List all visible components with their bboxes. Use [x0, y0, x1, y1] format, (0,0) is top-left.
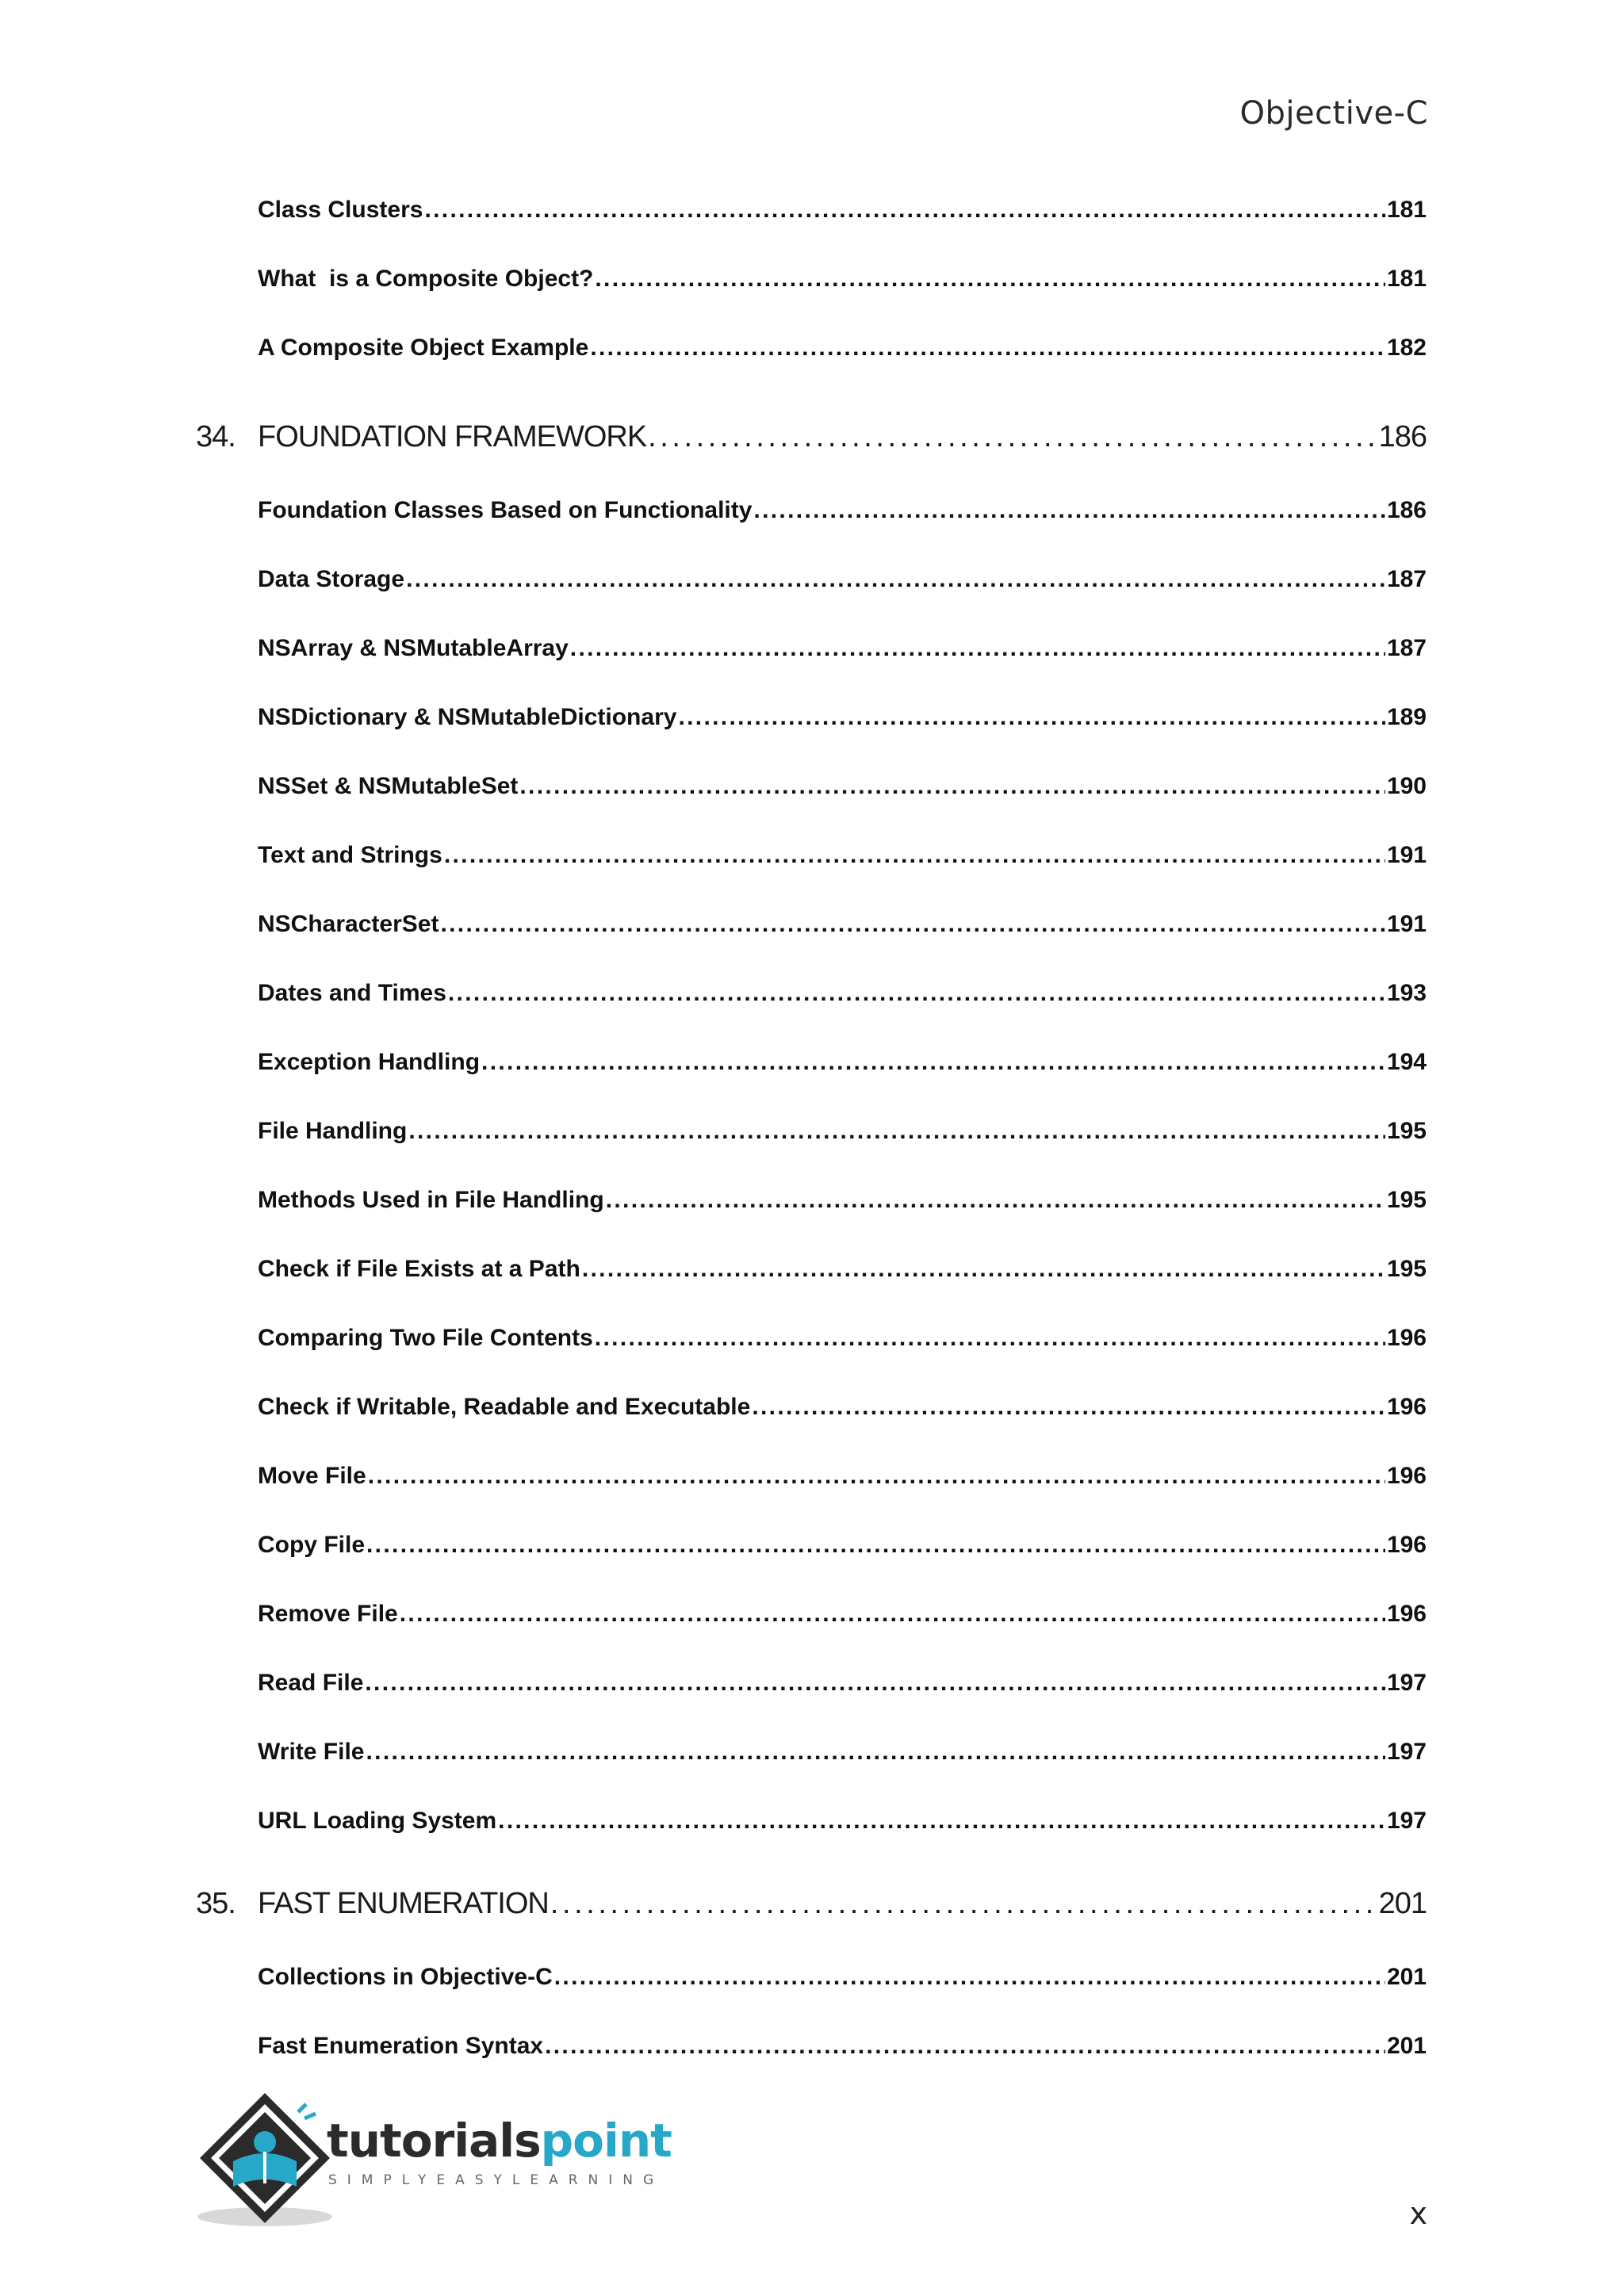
toc-entry-page: 195 — [1386, 1256, 1427, 1282]
logo-diamond-icon — [193, 2090, 336, 2233]
toc-entry-page: 187 — [1386, 566, 1427, 592]
toc-entry-label: Read File — [258, 1670, 364, 1696]
toc-entry[interactable] — [258, 635, 1427, 662]
toc-leader-dots — [444, 842, 1385, 869]
toc-chapter-label: FOUNDATION FRAMEWORK — [258, 420, 647, 453]
toc-entry-label: NSCharacterSet — [258, 911, 439, 937]
toc-entry[interactable] — [258, 1739, 1427, 1766]
toc-leader-dots — [606, 1187, 1385, 1214]
toc-leader-dots — [595, 1325, 1385, 1352]
toc-entry[interactable] — [258, 1118, 1427, 1145]
toc-entry[interactable] — [258, 1808, 1427, 1835]
toc-leader-dots — [481, 1049, 1385, 1076]
toc-entry[interactable] — [258, 1463, 1427, 1490]
running-header-title: Objective-C — [1239, 95, 1428, 132]
toc-entry-label: Remove File — [258, 1601, 398, 1627]
toc-chapter-entry[interactable] — [196, 1887, 1427, 1921]
toc-leader-dots — [648, 420, 1377, 454]
toc-leader-dots — [550, 1887, 1377, 1921]
toc-entry-label: Foundation Classes Based on Functionality — [258, 497, 753, 523]
toc-entry-label: NSDictionary & NSMutableDictionary — [258, 704, 677, 730]
toc-entry[interactable] — [258, 566, 1427, 593]
toc-leader-dots — [753, 497, 1385, 524]
toc-entry[interactable] — [258, 197, 1427, 224]
toc-entry[interactable] — [258, 1670, 1427, 1697]
toc-leader-dots — [400, 1601, 1385, 1628]
toc-chapter-page: 186 — [1378, 420, 1427, 453]
toc-leader-dots — [498, 1808, 1385, 1835]
toc-entry-label: Move File — [258, 1463, 366, 1489]
logo-word-tutorials: tutorials — [327, 2114, 541, 2168]
toc-entry-page: 196 — [1386, 1463, 1427, 1489]
toc-leader-dots — [554, 1964, 1385, 1991]
toc-entry-label: A Composite Object Example — [258, 335, 589, 361]
toc-entry-label: Class Clusters — [258, 197, 423, 223]
logo-tagline: SIMPLYEASYLEARNING — [328, 2172, 665, 2188]
toc-entry-page: 196 — [1386, 1325, 1427, 1351]
toc-entry-page: 191 — [1386, 842, 1427, 868]
toc-entry-label: Write File — [258, 1739, 365, 1765]
toc-leader-dots — [752, 1394, 1385, 1421]
toc-leader-dots — [365, 1670, 1385, 1697]
toc-entry-label: Text and Strings — [258, 842, 442, 868]
toc-entry[interactable] — [258, 1601, 1427, 1628]
toc-chapter-page: 201 — [1378, 1887, 1427, 1920]
toc-entry-label: Check if File Exists at a Path — [258, 1256, 580, 1282]
toc-entry-page: 191 — [1386, 911, 1427, 937]
toc-entry[interactable] — [258, 1187, 1427, 1214]
toc-leader-dots — [366, 1532, 1385, 1559]
toc-entry-label: Collections in Objective-C — [258, 1964, 553, 1990]
toc-chapter-number: 34. — [196, 420, 236, 453]
toc-entry-page: 196 — [1386, 1532, 1427, 1558]
toc-entry-page: 201 — [1386, 1964, 1427, 1990]
toc-leader-dots — [545, 2033, 1385, 2060]
toc-entry-label: What is a Composite Object? — [258, 266, 594, 292]
toc-entry-page: 194 — [1386, 1049, 1427, 1075]
toc-entry-label: Methods Used in File Handling — [258, 1187, 604, 1213]
toc-entry[interactable] — [258, 704, 1427, 731]
toc-entry-label: URL Loading System — [258, 1808, 497, 1834]
toc-leader-dots — [366, 1739, 1385, 1766]
toc-entry-label: NSArray & NSMutableArray — [258, 635, 569, 661]
toc-entry-label: NSSet & NSMutableSet — [258, 773, 519, 799]
toc-entry-page: 201 — [1386, 2033, 1427, 2059]
toc-entry-page: 182 — [1386, 335, 1427, 361]
toc-leader-dots — [440, 911, 1385, 938]
toc-entry[interactable] — [258, 911, 1427, 938]
tutorialspoint-logo — [193, 2090, 672, 2233]
logo-word-point: point — [540, 2114, 672, 2168]
toc-leader-dots — [519, 773, 1385, 800]
toc-entry[interactable] — [258, 1325, 1427, 1352]
toc-leader-dots — [406, 566, 1385, 593]
toc-leader-dots — [595, 266, 1385, 293]
toc-entry[interactable] — [258, 335, 1427, 362]
toc-entry[interactable] — [258, 1394, 1427, 1421]
toc-leader-dots — [582, 1256, 1385, 1283]
toc-entry-page: 195 — [1386, 1187, 1427, 1213]
toc-entry-page: 193 — [1386, 980, 1427, 1006]
toc-entry[interactable] — [258, 1964, 1427, 1991]
toc-entry[interactable] — [258, 497, 1427, 524]
toc-leader-dots — [424, 197, 1385, 224]
toc-entry-label: Data Storage — [258, 566, 405, 592]
page-number: x — [1409, 2196, 1427, 2231]
toc-entry[interactable] — [258, 2033, 1427, 2060]
toc-entry[interactable] — [258, 980, 1427, 1007]
toc-entry[interactable] — [258, 1256, 1427, 1283]
toc-leader-dots — [570, 635, 1385, 662]
toc-chapter-number: 35. — [196, 1887, 236, 1920]
toc-entry-page: 196 — [1386, 1394, 1427, 1420]
toc-leader-dots — [368, 1463, 1385, 1490]
toc-entry-page: 197 — [1386, 1808, 1427, 1834]
toc-leader-dots — [448, 980, 1385, 1007]
toc-entry[interactable] — [258, 773, 1427, 800]
logo-wordmark — [327, 2114, 672, 2168]
toc-leader-dots — [678, 704, 1385, 731]
toc-entry-label: File Handling — [258, 1118, 408, 1144]
toc-entry-page: 197 — [1386, 1670, 1427, 1696]
toc-entry-page: 197 — [1386, 1739, 1427, 1765]
toc-chapter-entry[interactable] — [196, 420, 1427, 454]
toc-entry-label: Dates and Times — [258, 980, 446, 1006]
toc-entry-page: 186 — [1386, 497, 1427, 523]
toc-entry[interactable] — [258, 842, 1427, 869]
toc-entry-page: 181 — [1386, 197, 1427, 223]
toc-entry-page: 196 — [1386, 1601, 1427, 1627]
toc-entry-page: 187 — [1386, 635, 1427, 661]
toc-entry-label: Check if Writable, Readable and Executable — [258, 1394, 751, 1420]
toc-entry-page: 181 — [1386, 266, 1427, 292]
toc-entry-page: 189 — [1386, 704, 1427, 730]
toc-entry[interactable] — [258, 1049, 1427, 1076]
toc-leader-dots — [590, 335, 1385, 362]
toc-leader-dots — [408, 1118, 1385, 1145]
toc-entry[interactable] — [258, 266, 1427, 293]
toc-entry-label: Exception Handling — [258, 1049, 481, 1075]
toc-entry[interactable] — [258, 1532, 1427, 1559]
toc-entry-page: 195 — [1386, 1118, 1427, 1144]
toc-entry-label: Fast Enumeration Syntax — [258, 2033, 544, 2059]
toc-entry-label: Comparing Two File Contents — [258, 1325, 593, 1351]
toc-entry-label: Copy File — [258, 1532, 366, 1558]
toc-entry-page: 190 — [1386, 773, 1427, 799]
toc-chapter-label: FAST ENUMERATION — [258, 1887, 549, 1920]
